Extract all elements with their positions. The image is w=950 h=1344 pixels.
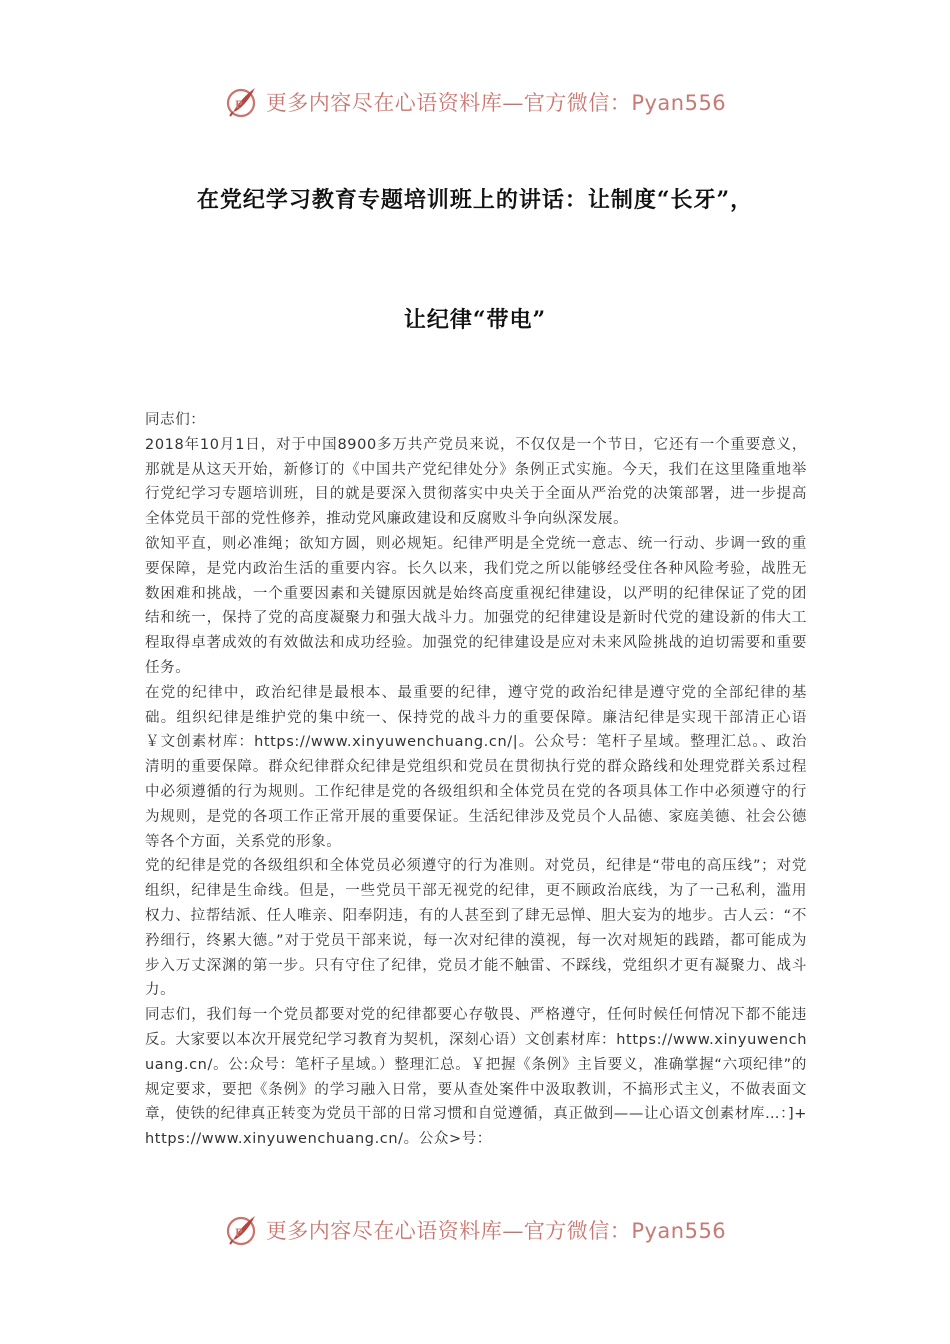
- body-paragraph-3: 在党的纪律中，政治纪律是最根本、最重要的纪律，遵守党的政治纪律是遵守党的全部纪律的基础。组织纪律是维护党的集中统一、保持党的战斗力的重要保障。廉洁纪律是实现干部清正心语￥文创素材库：https://www.xinyuwenchuang.cn/|。公众号：笔杆子星域。整理汇总。、政治清明的重要保障。群众纪律群众纪律是党组织和党员在贯彻执行党的群众路线和处理党群关系过程中必须遵循的行为规则。工作纪律是党的各级组织和全体党员在党的各项具体工作中必须遵守的行为规则，是党的各项工作正常开展的重要保证。生活纪律涉及党员个人品德、家庭美德、社会公德等各个方面，关系党的形象。: [145, 684, 807, 850]
- quill-logo-icon: [224, 1212, 260, 1248]
- header-watermark-banner: [0, 80, 950, 124]
- body-paragraph-1: 2018年10月1日，对于中国8900多万共产党员来说，不仅仅是一个节日，它还有一个重要意义，那就是从这天开始，新修订的《中国共产党纪律处分》条例正式实施。今天，我们在这里隆重地举行党纪学习专题培训班，目的就是要深入贯彻落实中央关于全面从严治党的决策部署，进一步提高全体党员干部的党性修养，推动党风廉政建设和反腐败斗争向纵深发展。: [145, 436, 807, 528]
- document-title-line-2: 让纪律“带电”: [403, 307, 547, 333]
- watermark-main: 更多内容尽在心语资料库: [265, 1219, 503, 1243]
- body-paragraph-2: 欲知平直，则必准绳；欲知方圆，则必规矩。纪律严明是全党统一意志、统一行动、步调一致的重要保障，是党内政治生活的重要内容。长久以来，我们党之所以能够经受住各种风险考验，战胜无数困难和挑战，一个重要因素和关键原因就是始终高度重视纪律建设，以严明的纪律保证了党的团结和统一，保持了党的高度凝聚力和强大战斗力。加强党的纪律建设是新时代党的建设新的伟大工程取得卓著成效的有效做法和成功经验。加强党的纪律建设是应对未来风险挑战的迫切需要和重要任务。: [145, 535, 807, 676]
- quill-logo-icon: [224, 84, 260, 120]
- salutation: 同志们：: [145, 412, 206, 428]
- document-body: [145, 408, 807, 1152]
- svg-text:P: P: [234, 100, 243, 111]
- watermark-label: 官方微信：: [523, 91, 632, 115]
- body-paragraph-5: 同志们，我们每一个党员都要对党的纪律都要心存敬畏、严格遵守，任何时候任何情况下都不能违反。大家要以本次开展党纪学习教育为契机，深刻心语）文创素材库：https://www.xinyuwenchuang.cn/。公:众号：笔杆子星域。）整理汇总。￥把握《条例》主旨要义，准确掌握“六项纪律”的规定要求，要把《条例》的学习融入日常，要从查处案件中汲取教训，不搞形式主义，不做表面文章，使铁的纪律真正转变为党员干部的日常习惯和自觉遵循，真正做到——让心语文创素材库…：]+https://www.xinyuwenchuang.cn/。公众>号：: [145, 1007, 807, 1148]
- watermark-wechat-id: Pyan556: [631, 1219, 727, 1243]
- body-paragraph-4: 党的纪律是党的各级组织和全体党员必须遵守的行为准则。对党员，纪律是“带电的高压线”；对党组织，纪律是生命线。但是，一些党员干部无视党的纪律，更不顾政治底线，为了一己私利，滥用权力、拉帮结派、任人唯亲、阳奉阴违，有的人甚至到了肆无忌惮、胆大妄为的地步。古人云：“不矜细行，终累大德。”对于党员干部来说，每一次对纪律的漠视，每一次对规矩的践踏，都可能成为步入万丈深渊的第一步。只有守住了纪律，党员才能不触雷、不踩线，党组织才更有凝聚力、战斗力。: [145, 858, 807, 999]
- watermark-text: [266, 1215, 726, 1245]
- document-title-line-1: 在党纪学习教育专题培训班上的讲话：让制度“长牙”，: [196, 187, 754, 213]
- svg-text:P: P: [234, 1228, 243, 1239]
- watermark-text: [266, 87, 726, 117]
- watermark-dash: —: [502, 1219, 524, 1243]
- footer-watermark-banner: [0, 1208, 950, 1252]
- watermark-main: 更多内容尽在心语资料库: [265, 91, 503, 115]
- watermark-dash: —: [502, 91, 524, 115]
- watermark-wechat-id: Pyan556: [631, 91, 727, 115]
- watermark-label: 官方微信：: [523, 1219, 632, 1243]
